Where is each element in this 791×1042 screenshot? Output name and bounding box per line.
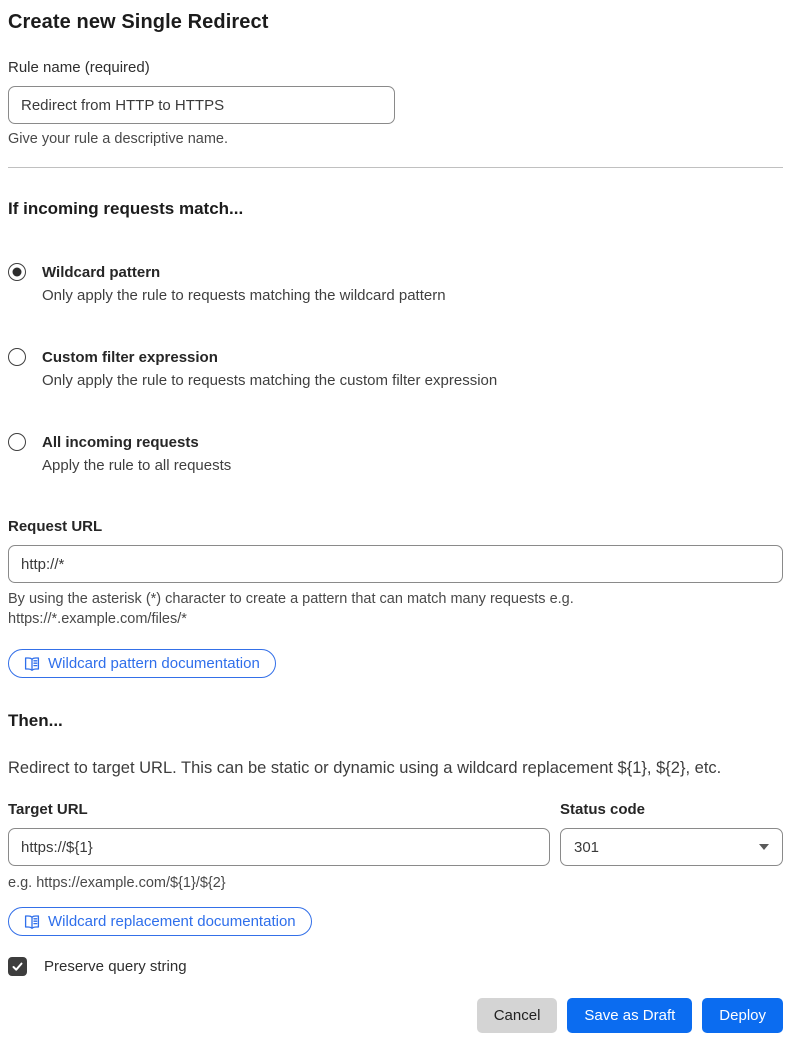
radio-button[interactable] [8,263,26,281]
wildcard-pattern-docs-button[interactable] [8,649,276,678]
request-url-help-line1: By using the asterisk (*) character to create a pattern that can match many requests e.g. [8,591,574,607]
rule-name-label: Rule name (required) [8,59,150,76]
then-section-description: Redirect to target URL. This can be static or dynamic using a wildcard replacement ${1}, ${2}, etc. [8,759,722,777]
radio-option-custom-filter[interactable] [8,347,783,391]
radio-description: Only apply the rule to requests matching the custom filter expression [42,372,498,389]
doc-button-label: Wildcard replacement documentation [48,913,296,930]
checkbox-checked[interactable] [8,957,27,976]
page-title: Create new Single Redirect [8,11,269,33]
radio-description: Only apply the rule to requests matching the wildcard pattern [42,287,446,304]
target-url-help: e.g. https://example.com/${1}/${2} [8,875,226,891]
preserve-query-string-option[interactable] [8,957,783,976]
rule-name-help: Give your rule a descriptive name. [8,131,229,147]
radio-label: Custom filter expression [42,349,218,366]
radio-button[interactable] [8,348,26,366]
match-section-heading: If incoming requests match... [8,199,244,218]
doc-button-label: Wildcard pattern documentation [48,655,260,672]
open-book-icon [24,656,40,672]
status-code-select[interactable] [560,828,783,866]
radio-option-wildcard-pattern[interactable] [8,262,783,306]
target-url-label: Target URL [8,801,88,818]
request-url-input[interactable] [8,545,783,583]
radio-option-all-requests[interactable] [8,432,783,476]
checkmark-icon [11,960,24,973]
checkbox-label: Preserve query string [44,958,187,975]
request-url-label: Request URL [8,518,103,535]
status-code-label: Status code [560,801,646,818]
section-divider [8,167,783,168]
cancel-button[interactable]: Cancel [477,998,558,1033]
wildcard-replacement-docs-button[interactable] [8,907,312,936]
chevron-down-icon [759,844,769,850]
footer-actions [8,998,783,1033]
then-section-heading: Then... [8,711,63,730]
target-url-input[interactable] [8,828,550,866]
radio-button[interactable] [8,433,26,451]
rule-name-input[interactable] [8,86,395,124]
deploy-button[interactable]: Deploy [702,998,783,1033]
status-code-value: 301 [574,838,600,856]
open-book-icon [24,914,40,930]
radio-description: Apply the rule to all requests [42,457,232,474]
radio-label: All incoming requests [42,434,199,451]
save-as-draft-button[interactable]: Save as Draft [567,998,692,1033]
radio-label: Wildcard pattern [42,264,161,281]
request-url-help-line2: https://*.example.com/files/* [8,611,187,627]
